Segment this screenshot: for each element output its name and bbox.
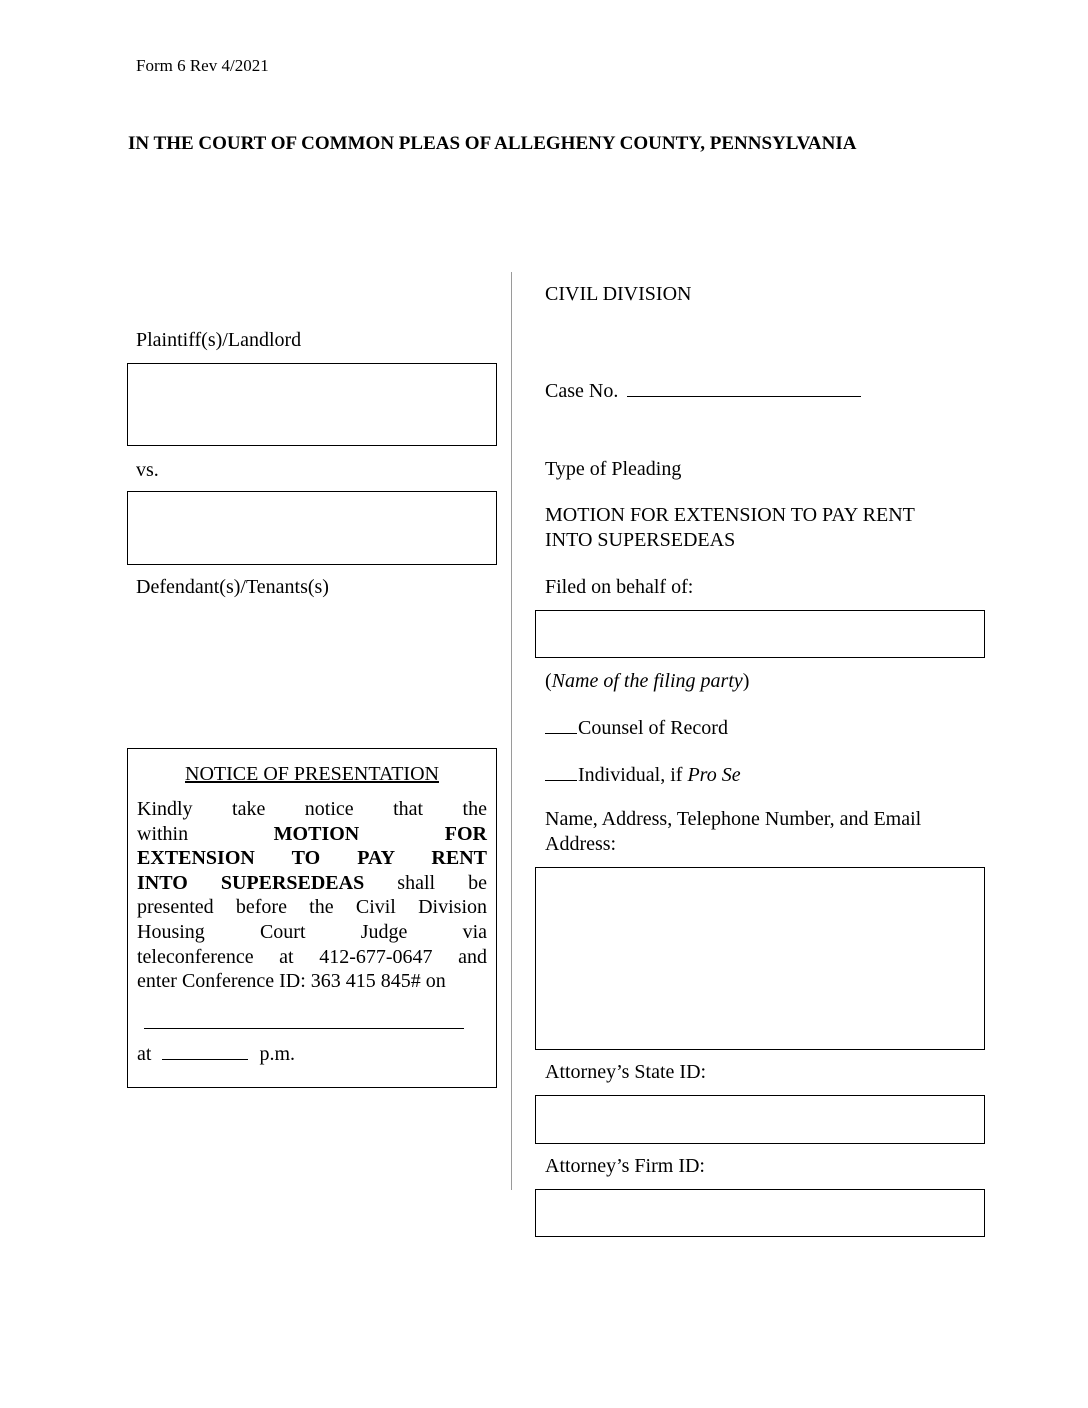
firm-id-label: Attorney’s Firm ID: — [545, 1155, 705, 1177]
notice-line: presented before the Civil Division — [137, 896, 487, 919]
court-title: IN THE COURT OF COMMON PLEAS OF ALLEGHENY COUNTY, PENNSYLVANIA — [128, 133, 857, 154]
column-divider — [511, 272, 512, 1190]
defendant-label: Defendant(s)/Tenants(s) — [136, 576, 329, 598]
case-number-line[interactable] — [627, 376, 861, 397]
counsel-of-record-option: Counsel of Record — [545, 715, 728, 740]
civil-division-label: CIVIL DIVISION — [545, 283, 692, 305]
type-of-pleading-label: Type of Pleading — [545, 458, 682, 480]
contact-info-field[interactable] — [535, 867, 985, 1050]
case-number-row: Case No. — [545, 376, 861, 403]
presentation-date-line[interactable] — [144, 1028, 464, 1029]
notice-line: enter Conference ID: 363 415 845# on — [137, 970, 446, 993]
filed-on-behalf-label: Filed on behalf of: — [545, 576, 694, 598]
state-id-field[interactable] — [535, 1095, 985, 1144]
individual-pro-se-option: Individual, if Pro Se — [545, 762, 741, 787]
pleading-title-line1: MOTION FOR EXTENSION TO PAY RENT — [545, 504, 915, 526]
presentation-time-row: at p.m. — [137, 1043, 295, 1065]
pleading-title-line2: INTO SUPERSEDEAS — [545, 529, 736, 551]
contact-label-line1: Name, Address, Telephone Number, and Email — [545, 808, 922, 830]
notice-title: NOTICE OF PRESENTATION — [185, 763, 439, 785]
plaintiff-label: Plaintiff(s)/Landlord — [136, 329, 302, 351]
notice-body — [137, 797, 487, 994]
firm-id-field[interactable] — [535, 1189, 985, 1237]
filing-party-caption: (Name of the filing party) — [545, 670, 750, 692]
defendant-field[interactable] — [127, 491, 497, 565]
notice-line: teleconference at 412-677-0647 and — [137, 945, 487, 968]
notice-line: Housing Court Judge via — [137, 920, 487, 943]
form-id: Form 6 Rev 4/2021 — [136, 56, 269, 75]
filing-party-field[interactable] — [535, 610, 985, 658]
presentation-time-line[interactable] — [162, 1041, 248, 1060]
notice-line: INTO SUPERSEDEAS shall be — [137, 871, 488, 894]
state-id-label: Attorney’s State ID: — [545, 1061, 707, 1083]
individual-checkbox-line[interactable] — [545, 762, 577, 781]
vs-label: vs. — [136, 459, 159, 481]
plaintiff-field[interactable] — [127, 363, 497, 446]
notice-line: EXTENSION TO PAY RENT — [137, 847, 487, 870]
contact-label-line2: Address: — [545, 833, 617, 855]
notice-line: within MOTION FOR — [137, 822, 487, 845]
notice-line: Kindly take notice that the — [137, 798, 487, 820]
counsel-checkbox-line[interactable] — [545, 715, 577, 734]
notice-of-presentation — [127, 748, 497, 1088]
